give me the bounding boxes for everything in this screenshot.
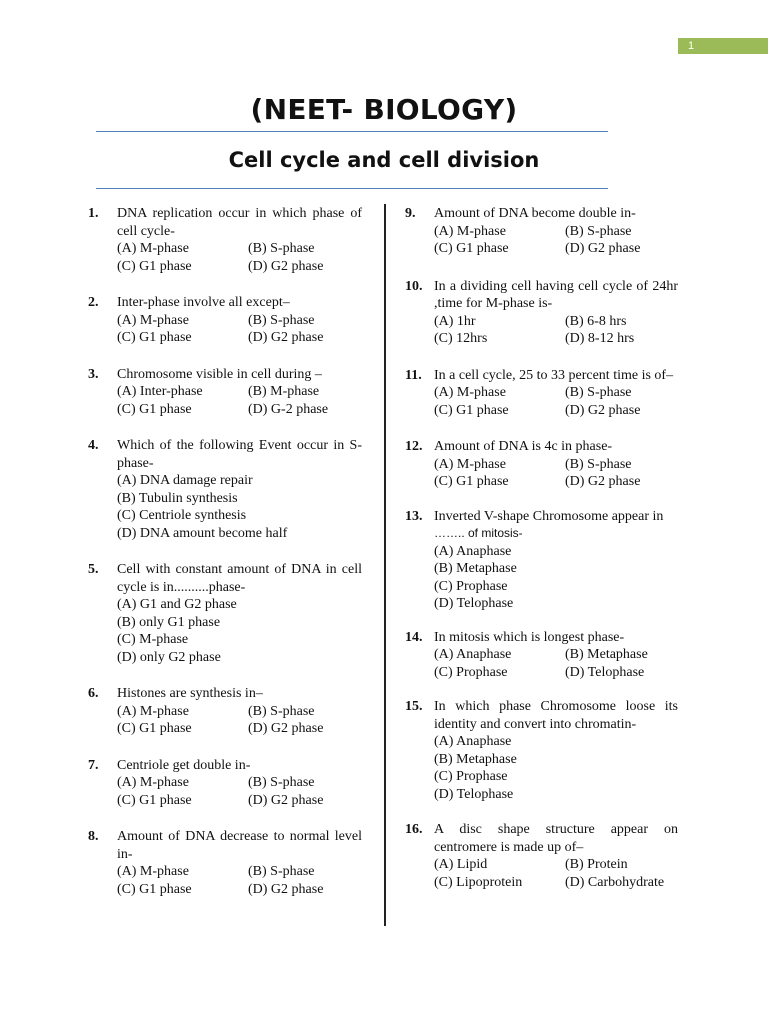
option: (B) Protein [565, 857, 628, 872]
answer-options [434, 384, 678, 419]
option: (B) S-phase [248, 241, 315, 256]
option: (A) M-phase [434, 385, 506, 400]
question-text: Which of the following Event occur in S-phase- [117, 438, 362, 471]
question-text: Centriole get double in- [117, 757, 251, 773]
option: (B) Metaphase [434, 751, 517, 767]
question-number: 8. [88, 829, 99, 844]
option: (B) S-phase [248, 703, 315, 719]
question-text: Amount of DNA is 4c in phase- [434, 439, 613, 454]
option: (A) M-phase [117, 241, 189, 256]
option: (A) Anaphase [434, 647, 512, 662]
option: (C) G1 phase [117, 881, 192, 897]
option: (D) only G2 phase [117, 649, 221, 665]
option: (A) M-phase [434, 223, 506, 239]
option: (B) only G1 phase [117, 614, 221, 630]
option: (C) M-phase [117, 632, 189, 647]
question-number: 7. [88, 757, 99, 773]
answer-options [117, 240, 362, 275]
option: (C) G1 phase [117, 721, 192, 736]
option: (A) Anaphase [434, 543, 512, 559]
answer-options [434, 223, 678, 258]
question-number: 5. [88, 562, 99, 577]
page-subtitle: Cell cycle and cell division [228, 148, 540, 172]
question-text: In a cell cycle, 25 to 33 percent time is of– [434, 367, 674, 383]
answer-options [117, 596, 362, 666]
option: (C) G1 phase [117, 330, 192, 345]
option: (B) S-phase [248, 775, 315, 790]
question-text: In which phase Chromosome loose its identity and convert into chromatin- [434, 699, 678, 732]
question-number: 14. [405, 629, 423, 645]
option: (B) Metaphase [434, 561, 517, 576]
option: (C) G1 phase [117, 792, 192, 808]
question-item [405, 205, 678, 258]
option: (B) S-phase [565, 223, 632, 239]
question-item [88, 757, 362, 810]
title-divider [96, 131, 608, 132]
option: (B) 6-8 hrs [565, 313, 627, 329]
option: (C) Prophase [434, 664, 508, 680]
question-number: 11. [405, 367, 422, 383]
option: (B) S-phase [565, 456, 632, 472]
question-item [405, 438, 678, 491]
answer-options [117, 472, 362, 542]
answer-options [434, 733, 678, 803]
question-item [405, 508, 678, 613]
question-item [88, 437, 362, 542]
question-text: Amount of DNA decrease to normal level in- [117, 829, 362, 862]
question-number: 4. [88, 438, 99, 453]
question-text: Histones are synthesis in– [117, 686, 263, 701]
option: (A) Lipid [434, 857, 488, 872]
answer-options [117, 703, 362, 738]
option: (D) G2 phase [565, 241, 641, 256]
question-text: Chromosome visible in cell during – [117, 366, 322, 382]
page-number-badge: 1 [678, 38, 768, 54]
option: (A) 1hr [434, 313, 476, 329]
option: (D) Telophase [434, 596, 514, 611]
question-text: Inverted V-shape Chromosome appear in [434, 508, 664, 524]
answer-options [434, 456, 678, 491]
option: (D) G2 phase [248, 258, 324, 274]
question-number: 2. [88, 295, 99, 310]
option: (B) Tubulin synthesis [117, 490, 238, 506]
option: (A) M-phase [434, 456, 506, 472]
option: (C) G1 phase [434, 402, 509, 418]
answer-options [434, 646, 678, 681]
question-number: 15. [405, 699, 423, 714]
question-item [405, 629, 678, 682]
option: (B) S-phase [248, 312, 315, 328]
page-title: (NEET- BIOLOGY) [250, 93, 518, 126]
question-item [88, 685, 362, 738]
option: (B) M-phase [248, 384, 320, 399]
question-number: 3. [88, 366, 99, 382]
answer-options [434, 856, 678, 891]
question-text-continuation: …….. of mitosis- [434, 526, 523, 540]
option: (D) Telophase [434, 786, 514, 802]
option: (A) G1 and G2 phase [117, 597, 237, 612]
option: (B) Metaphase [565, 647, 648, 662]
question-text: Amount of DNA become double in- [434, 206, 636, 221]
column-divider [384, 204, 386, 926]
option: (D) G-2 phase [248, 401, 329, 417]
option: (A) DNA damage repair [117, 473, 253, 488]
question-number: 6. [88, 686, 99, 701]
question-text: A disc shape structure appear on centromere is made up of– [434, 822, 678, 855]
option: (D) 8-12 hrs [565, 331, 635, 346]
question-item [88, 205, 362, 275]
right-column [405, 205, 678, 891]
question-text: Inter-phase involve all except– [117, 295, 290, 310]
option: (A) M-phase [117, 312, 189, 328]
question-number: 9. [405, 206, 416, 221]
answer-options [117, 312, 362, 347]
option: (C) Centriole synthesis [117, 508, 247, 523]
question-text: Cell with constant amount of DNA in cell cycle is in..........phase- [117, 562, 362, 595]
option: (A) Inter-phase [117, 384, 203, 399]
option: (D) G2 phase [248, 721, 324, 736]
option: (C) Lipoprotein [434, 874, 523, 890]
option: (C) G1 phase [117, 258, 192, 274]
question-item [405, 278, 678, 348]
option: (C) Prophase [434, 769, 508, 784]
option: (D) G2 phase [565, 402, 641, 418]
question-text: In mitosis which is longest phase- [434, 629, 625, 645]
option: (D) G2 phase [248, 330, 324, 345]
question-item [405, 698, 678, 803]
question-number: 12. [405, 439, 423, 454]
question-text: In a dividing cell having cell cycle of 24hr ,time for M-phase is- [434, 278, 678, 311]
answer-options [434, 543, 678, 613]
question-number: 1. [88, 206, 99, 221]
option: (D) G2 phase [248, 792, 324, 808]
answer-options [117, 774, 362, 809]
option: (D) DNA amount become half [117, 525, 288, 541]
answer-options [117, 863, 362, 898]
option: (C) Prophase [434, 578, 508, 594]
question-number: 10. [405, 278, 423, 294]
option: (B) S-phase [565, 385, 632, 400]
question-item [88, 561, 362, 666]
option: (A) M-phase [117, 864, 189, 879]
option: (D) Telophase [565, 664, 645, 680]
answer-options [434, 313, 678, 348]
answer-options [117, 383, 362, 418]
option: (D) Carbohydrate [565, 874, 665, 890]
left-column [88, 205, 362, 898]
option: (A) Anaphase [434, 734, 512, 749]
option: (D) G2 phase [248, 881, 324, 897]
option: (C) G1 phase [434, 474, 509, 489]
question-item [405, 821, 678, 891]
option: (C) 12hrs [434, 331, 488, 346]
subtitle-divider [96, 188, 608, 189]
question-text: DNA replication occur in which phase of cell cycle- [117, 206, 362, 239]
question-number: 16. [405, 822, 423, 837]
option: (C) G1 phase [117, 401, 192, 417]
question-item [88, 294, 362, 347]
option: (A) M-phase [117, 703, 189, 719]
option: (D) G2 phase [565, 474, 641, 489]
option: (C) G1 phase [434, 241, 509, 256]
option: (B) S-phase [248, 864, 315, 879]
question-item [405, 367, 678, 420]
question-item [88, 366, 362, 419]
question-number: 13. [405, 508, 423, 524]
option: (A) M-phase [117, 775, 189, 790]
question-item [88, 828, 362, 898]
